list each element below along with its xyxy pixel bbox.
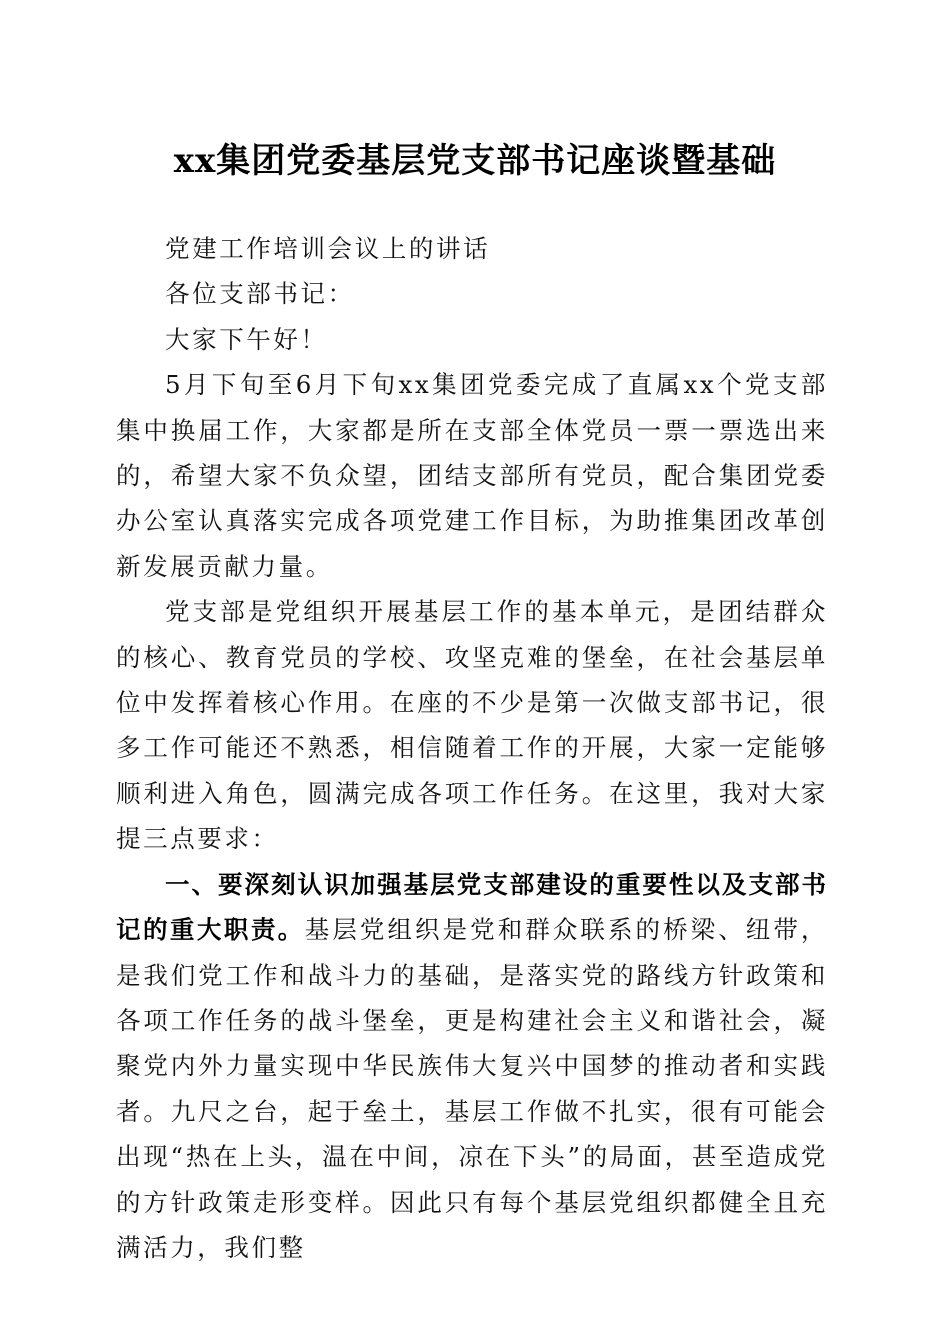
- greeting: 大家下午好！: [165, 324, 328, 354]
- section-1-paragraph: [116, 862, 828, 1271]
- document-body: [116, 226, 828, 1270]
- salutation: 各位支部书记：: [165, 279, 355, 309]
- paragraph-1: 5月下旬至6月下旬xx集团党委完成了直属xx个党支部集中换届工作，大家都是所在支部全体党员一票一票选出来的，希望大家不负众望，团结支部所有党员，配合集团党委办公室认真落实完成各项党建工作目标，为助推集团改革创新发展贡献力量。: [116, 370, 828, 581]
- section-1-heading: 一、要深刻认识加强基层党支部建设的重要性以及支部书记的重大职责。: [116, 869, 828, 945]
- paragraph-2: 党支部是党组织开展基层工作的基本单元，是团结群众的核心、教育党员的学校、攻坚克难的堡垒，在社会基层单位中发挥着核心作用。在座的不少是第一次做支部书记，很多工作可能还不熟悉，相信随着工作的开展，大家一定能够顺利进入角色，圆满完成各项工作任务。在这里，我对大家提三点要求：: [116, 597, 828, 854]
- document-title: xx集团党委基层党支部书记座谈暨基础: [173, 141, 777, 181]
- subtitle-line: 党建工作培训会议上的讲话: [165, 234, 491, 263]
- section-1-text: 基层党组织是党和群众联系的桥梁、纽带，是我们党工作和战斗力的基础，是落实党的路线方针政策和各项工作任务的战斗堡垒，更是构建社会主义和谐社会，凝聚党内外力量实现中华民族伟大复兴中国梦的推动者和实践者。九尺之台，起于垒土，基层工作做不扎实，很有可能会出现“热在上头，温在中间，凉在下头”的局面，甚至造成党的方针政策走形变样。因此只有每个基层党组织都健全且充满活力，我们整: [116, 915, 828, 1262]
